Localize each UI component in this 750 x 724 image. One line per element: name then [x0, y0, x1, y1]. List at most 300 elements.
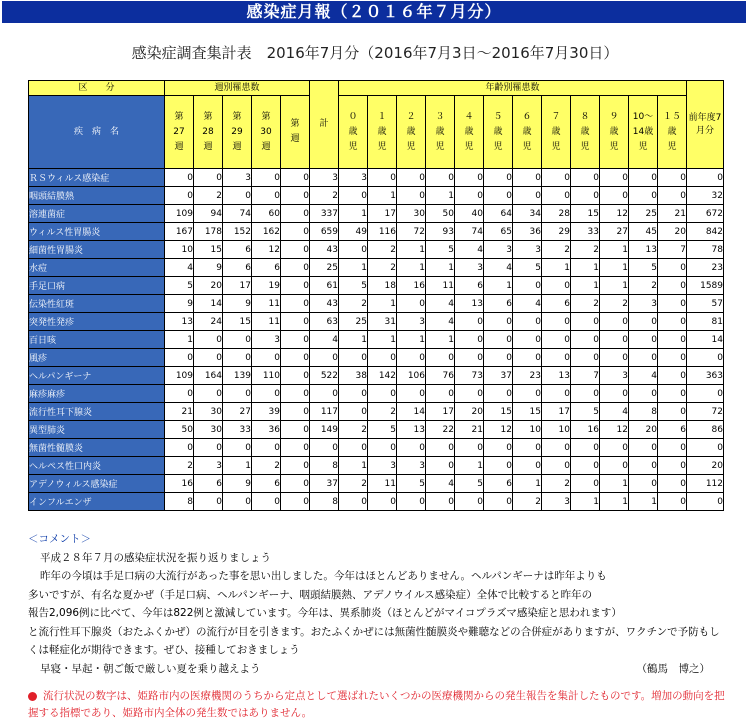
age-col-header-part: 歳: [377, 126, 387, 137]
age-value: 0: [658, 367, 687, 385]
age-col-header: [513, 96, 542, 169]
disease-name: 手足口病: [29, 277, 165, 295]
age-col-header-part: 児: [522, 141, 532, 152]
age-value: 0: [513, 439, 542, 457]
week-value: 94: [194, 205, 223, 223]
age-value: 0: [455, 493, 484, 511]
age-value: 5: [513, 259, 542, 277]
week-value: 0: [252, 493, 281, 511]
age-value: 1: [426, 187, 455, 205]
table-row: [29, 421, 724, 439]
age-value: 2: [571, 241, 600, 259]
disease-name: ＲＳウィルス感染症: [29, 169, 165, 187]
age-value: 3: [397, 457, 426, 475]
age-value: 0: [542, 313, 571, 331]
age-value: 0: [571, 385, 600, 403]
age-value: 0: [571, 457, 600, 475]
week-value: 3: [252, 331, 281, 349]
week-value: 20: [194, 277, 223, 295]
total-value: 25: [310, 259, 339, 277]
prev-year-value: 1589: [687, 277, 724, 295]
total-value: 61: [310, 277, 339, 295]
age-value: 0: [513, 457, 542, 475]
age-col-header-part: 歳: [667, 126, 677, 137]
table-row: [29, 187, 724, 205]
week-header-part: 週: [261, 141, 271, 152]
age-value: 0: [368, 493, 397, 511]
age-value: 0: [629, 313, 658, 331]
age-value: 13: [397, 421, 426, 439]
age-value: 0: [542, 349, 571, 367]
age-col-header: [455, 96, 484, 169]
age-value: 0: [339, 241, 368, 259]
week-header: [281, 96, 310, 169]
age-value: 0: [339, 385, 368, 403]
age-value: 1: [426, 331, 455, 349]
prev-year-value: 23: [687, 259, 724, 277]
age-col-header-part: ０: [348, 111, 358, 122]
age-value: 23: [513, 367, 542, 385]
age-value: 50: [426, 205, 455, 223]
table-row: [29, 277, 724, 295]
week-value: 139: [223, 367, 252, 385]
total-value: 659: [310, 223, 339, 241]
age-value: 4: [455, 241, 484, 259]
age-value: 0: [600, 457, 629, 475]
age-value: 12: [484, 421, 513, 439]
age-value: 0: [542, 187, 571, 205]
age-value: 0: [658, 493, 687, 511]
age-value: 1: [571, 259, 600, 277]
age-value: 1: [600, 493, 629, 511]
week-value: 109: [165, 367, 194, 385]
week-value: 0: [281, 259, 310, 277]
week-value: 0: [194, 493, 223, 511]
age-col-header-part: 児: [435, 141, 445, 152]
age-value: 0: [629, 169, 658, 187]
comment-author: （鶴馬 博之）: [636, 662, 710, 675]
age-value: 0: [658, 403, 687, 421]
age-value: 5: [368, 421, 397, 439]
age-value: 17: [426, 403, 455, 421]
week-header: [223, 96, 252, 169]
age-value: 3: [368, 457, 397, 475]
age-value: 0: [600, 439, 629, 457]
age-value: 2: [513, 493, 542, 511]
table-row: [29, 475, 724, 493]
total-value: 117: [310, 403, 339, 421]
week-header-part: 第: [174, 111, 184, 122]
age-value: 5: [571, 403, 600, 421]
age-value: 36: [513, 223, 542, 241]
age-col-header: [426, 96, 455, 169]
age-value: 1: [542, 259, 571, 277]
age-value: 0: [629, 331, 658, 349]
age-value: 1: [397, 259, 426, 277]
week-value: 0: [194, 349, 223, 367]
total-value: 0: [310, 349, 339, 367]
age-value: 0: [629, 349, 658, 367]
week-value: 30: [194, 403, 223, 421]
prev-year-value: 0: [687, 439, 724, 457]
age-value: 0: [484, 385, 513, 403]
age-value: 3: [542, 493, 571, 511]
age-col-header-part: ７: [551, 111, 561, 122]
total-value: 8: [310, 457, 339, 475]
total-value: 337: [310, 205, 339, 223]
week-value: 13: [165, 313, 194, 331]
age-col-header-part: ３: [435, 111, 445, 122]
age-value: 106: [397, 367, 426, 385]
age-value: 0: [513, 331, 542, 349]
age-value: 4: [426, 313, 455, 331]
age-col-header-part: １: [377, 111, 387, 122]
age-value: 72: [397, 223, 426, 241]
week-value: 1: [223, 457, 252, 475]
week-value: 0: [281, 367, 310, 385]
age-value: 74: [455, 223, 484, 241]
age-value: 1: [600, 241, 629, 259]
age-value: 76: [426, 367, 455, 385]
disease-name: 流行性耳下腺炎: [29, 403, 165, 421]
week-value: 6: [194, 475, 223, 493]
week-value: 14: [194, 295, 223, 313]
table-row: [29, 205, 724, 223]
total-value: 2: [310, 187, 339, 205]
week-value: 0: [281, 277, 310, 295]
week-header-part: 27: [173, 126, 185, 137]
age-value: 93: [426, 223, 455, 241]
age-value: 15: [484, 403, 513, 421]
age-value: 0: [455, 331, 484, 349]
age-value: 20: [629, 421, 658, 439]
comment-line-1: 平成２８年７月の感染症状況を振り返りましょう: [40, 551, 271, 564]
week-value: 50: [165, 421, 194, 439]
age-value: 40: [455, 205, 484, 223]
week-value: 0: [194, 385, 223, 403]
week-value: 15: [194, 241, 223, 259]
age-value: 2: [542, 475, 571, 493]
week-value: 152: [223, 223, 252, 241]
week-value: 17: [223, 277, 252, 295]
week-value: 9: [194, 259, 223, 277]
age-value: 18: [368, 277, 397, 295]
prev-year-value: 14: [687, 331, 724, 349]
age-value: 38: [339, 367, 368, 385]
prev-year-value: 86: [687, 421, 724, 439]
age-value: 0: [571, 313, 600, 331]
age-col-header-part: ４: [464, 111, 474, 122]
age-value: 0: [397, 295, 426, 313]
age-value: 0: [368, 385, 397, 403]
infection-table: [28, 80, 724, 511]
disease-name: 水痘: [29, 259, 165, 277]
week-value: 109: [165, 205, 194, 223]
week-value: 4: [165, 259, 194, 277]
age-value: 0: [339, 403, 368, 421]
disease-name: ウィルス性胃腸炎: [29, 223, 165, 241]
age-value: 29: [542, 223, 571, 241]
age-value: 10: [513, 421, 542, 439]
comment-line-4: 報告2,096例に比べて、今年は822例と激減しています。今年は、異系肺炎（ほとんどがマイコプラズマ感染症と思われます）: [28, 607, 622, 619]
week-value: 0: [281, 475, 310, 493]
age-value: 13: [455, 295, 484, 313]
age-value: 4: [426, 475, 455, 493]
week-value: 0: [252, 385, 281, 403]
age-value: 21: [658, 205, 687, 223]
week-value: 0: [281, 403, 310, 421]
disease-name: ヘルパンギーナ: [29, 367, 165, 385]
week-header-part: 週: [174, 141, 184, 152]
week-value: 0: [281, 205, 310, 223]
age-col-header-part: 歳: [580, 126, 590, 137]
age-value: 12: [600, 421, 629, 439]
age-value: 5: [426, 241, 455, 259]
age-col-header: [368, 96, 397, 169]
age-value: 0: [397, 169, 426, 187]
total-value: 43: [310, 241, 339, 259]
week-value: 15: [223, 313, 252, 331]
age-value: 0: [658, 187, 687, 205]
age-value: 0: [600, 313, 629, 331]
age-value: 6: [455, 277, 484, 295]
week-value: 0: [281, 241, 310, 259]
week-value: 0: [165, 169, 194, 187]
age-header: 年齢別罹患数: [339, 81, 687, 96]
age-value: 21: [455, 421, 484, 439]
week-value: 0: [281, 439, 310, 457]
week-value: 6: [252, 475, 281, 493]
age-col-header-part: 児: [609, 141, 619, 152]
age-value: 0: [455, 385, 484, 403]
age-value: 6: [542, 295, 571, 313]
week-value: 0: [223, 331, 252, 349]
disease-header: 疾 病 名: [29, 96, 165, 169]
week-header-part: 29: [231, 126, 243, 137]
table-row: [29, 367, 724, 385]
age-value: 0: [600, 385, 629, 403]
disease-name: 無菌性髄膜炎: [29, 439, 165, 457]
age-value: 49: [339, 223, 368, 241]
age-col-header: [571, 96, 600, 169]
age-value: 0: [542, 169, 571, 187]
age-value: 1: [368, 331, 397, 349]
age-value: 3: [339, 169, 368, 187]
table-row: [29, 295, 724, 313]
age-value: 0: [339, 493, 368, 511]
age-value: 0: [397, 493, 426, 511]
week-value: 6: [252, 259, 281, 277]
table-row: [29, 403, 724, 421]
week-value: 0: [281, 313, 310, 331]
disease-name: 伝染性紅斑: [29, 295, 165, 313]
age-value: 0: [513, 277, 542, 295]
table-row: [29, 331, 724, 349]
age-value: 1: [571, 277, 600, 295]
age-value: 3: [455, 259, 484, 277]
comment-line-6: [28, 660, 728, 679]
week-value: 0: [281, 223, 310, 241]
total-value: 149: [310, 421, 339, 439]
week-value: 0: [281, 349, 310, 367]
week-value: 0: [281, 169, 310, 187]
age-value: 1: [484, 277, 513, 295]
disease-name: インフルエンザ: [29, 493, 165, 511]
age-value: 1: [600, 475, 629, 493]
week-value: 0: [281, 385, 310, 403]
age-value: 0: [426, 439, 455, 457]
age-value: 0: [484, 313, 513, 331]
age-value: 13: [542, 367, 571, 385]
table-row: [29, 241, 724, 259]
age-col-header: [600, 96, 629, 169]
notice-text: 流行状況の数字は、姫路市内の医療機関のうちから定点として選ばれたいくつかの医療機関からの発生報告を集計したものです。増加の動向を把握する指標であり、姫路市内全体の発生数ではありません。: [28, 690, 725, 719]
week-value: 164: [194, 367, 223, 385]
age-col-header: [397, 96, 426, 169]
age-value: 1: [368, 295, 397, 313]
age-value: 0: [571, 331, 600, 349]
age-value: 33: [571, 223, 600, 241]
age-col-header: [658, 96, 687, 169]
age-value: 0: [513, 187, 542, 205]
age-value: 0: [455, 313, 484, 331]
comment-heading: ＜コメント＞: [28, 533, 91, 545]
week-value: 11: [252, 313, 281, 331]
table-row: [29, 385, 724, 403]
age-value: 0: [571, 349, 600, 367]
age-value: 0: [542, 385, 571, 403]
week-value: 2: [165, 457, 194, 475]
age-value: 1: [600, 259, 629, 277]
age-col-header-part: 歳: [464, 126, 474, 137]
age-value: 0: [658, 295, 687, 313]
age-value: 2: [368, 259, 397, 277]
week-value: 0: [194, 439, 223, 457]
age-col-header-part: 児: [348, 141, 358, 152]
age-value: 0: [658, 331, 687, 349]
age-value: 2: [600, 295, 629, 313]
disease-name: 麻疹麻疹: [29, 385, 165, 403]
age-value: 20: [455, 403, 484, 421]
age-col-header: [542, 96, 571, 169]
age-col-header-part: 歳: [609, 126, 619, 137]
age-value: 0: [397, 385, 426, 403]
prev-year-value: 112: [687, 475, 724, 493]
age-value: 0: [426, 349, 455, 367]
week-value: 24: [194, 313, 223, 331]
prev-year-value: 57: [687, 295, 724, 313]
age-value: 1: [629, 493, 658, 511]
age-value: 1: [455, 457, 484, 475]
age-value: 0: [600, 187, 629, 205]
age-col-header-part: ６: [522, 111, 532, 122]
week-header-part: 第: [290, 119, 300, 129]
table-row: [29, 493, 724, 511]
age-col-header-part: 歳: [348, 126, 358, 137]
age-value: 2: [339, 475, 368, 493]
week-value: 0: [194, 331, 223, 349]
age-value: 73: [455, 367, 484, 385]
age-value: 2: [542, 241, 571, 259]
week-value: 10: [165, 241, 194, 259]
age-value: 22: [426, 421, 455, 439]
age-value: 0: [455, 349, 484, 367]
total-value: 4: [310, 331, 339, 349]
age-value: 6: [484, 295, 513, 313]
prev-year-value: 32: [687, 187, 724, 205]
week-value: 16: [165, 475, 194, 493]
age-value: 0: [397, 349, 426, 367]
age-value: 13: [629, 241, 658, 259]
week-value: 6: [223, 259, 252, 277]
week-value: 27: [223, 403, 252, 421]
age-value: 0: [426, 493, 455, 511]
table-title: 感染症調査集計表 2016年7月分（2016年7月3日～2016年7月30日）: [131, 44, 619, 62]
age-col-header: [484, 96, 513, 169]
age-value: 0: [426, 457, 455, 475]
age-value: 34: [513, 205, 542, 223]
week-header-part: 30: [260, 126, 272, 137]
week-value: 0: [194, 169, 223, 187]
table-row: [29, 313, 724, 331]
age-value: 0: [658, 169, 687, 187]
prev-year-value: 72: [687, 403, 724, 421]
age-value: 37: [484, 367, 513, 385]
age-value: 0: [339, 349, 368, 367]
week-value: 0: [223, 385, 252, 403]
week-value: 0: [252, 349, 281, 367]
age-value: 28: [542, 205, 571, 223]
age-value: 0: [513, 349, 542, 367]
age-value: 0: [658, 313, 687, 331]
age-value: 0: [484, 187, 513, 205]
age-value: 0: [426, 385, 455, 403]
age-col-header-part: ５: [493, 111, 503, 122]
age-value: 0: [397, 439, 426, 457]
age-value: 0: [368, 169, 397, 187]
age-value: 25: [339, 313, 368, 331]
age-value: 0: [513, 385, 542, 403]
age-value: 0: [426, 169, 455, 187]
age-value: 0: [368, 439, 397, 457]
age-value: 4: [484, 259, 513, 277]
week-header: [194, 96, 223, 169]
age-value: 0: [629, 475, 658, 493]
disease-name: 溶連菌症: [29, 205, 165, 223]
week-value: 9: [223, 295, 252, 313]
age-value: 0: [600, 349, 629, 367]
total-value: 37: [310, 475, 339, 493]
week-value: 9: [165, 295, 194, 313]
table-row: [29, 169, 724, 187]
total-value: 3: [310, 169, 339, 187]
age-value: 0: [455, 187, 484, 205]
age-value: 0: [658, 385, 687, 403]
table-row: [29, 259, 724, 277]
age-value: 142: [368, 367, 397, 385]
week-header-part: 週: [290, 134, 300, 144]
week-value: 0: [281, 421, 310, 439]
age-value: 2: [571, 295, 600, 313]
age-value: 31: [368, 313, 397, 331]
age-value: 7: [571, 367, 600, 385]
prev-year-value: 78: [687, 241, 724, 259]
page-banner: 感染症月報（２０１６年７月分）: [2, 1, 746, 23]
age-value: 3: [484, 241, 513, 259]
age-value: 17: [542, 403, 571, 421]
week-value: 0: [252, 439, 281, 457]
notice: [28, 688, 728, 722]
